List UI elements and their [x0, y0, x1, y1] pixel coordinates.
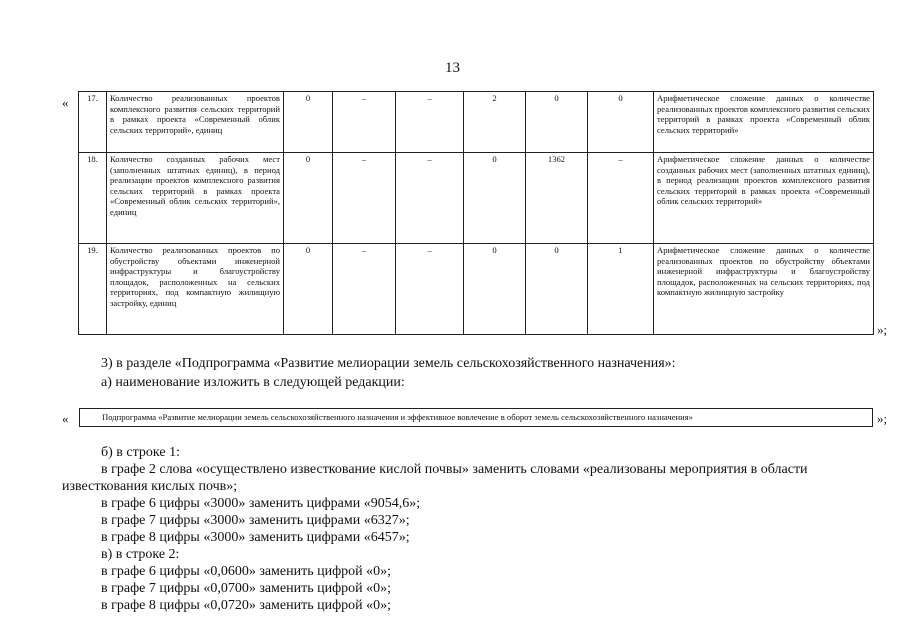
closing-quote: »; [877, 322, 888, 337]
value-cell: 0 [284, 153, 333, 244]
opening-quote: « [62, 95, 69, 110]
value-cell: – [396, 153, 464, 244]
value-cell: 0 [284, 244, 333, 335]
row-number: 17. [79, 92, 107, 153]
calculation-method: Арифметическое сложение данных о количестве созданных рабочих мест (заполненных штатных единиц), в период реализации проектов комплексного развития сельских территорий в рамках проекта «Современный облик сельских территорий» [654, 153, 874, 244]
item-b-line: в графе 7 цифры «3000» заменить цифрами «6327»; [101, 513, 410, 528]
item-b-line: в графе 2 слова «осуществлено известкование кислой почвы» заменить словами «реализованы мероприятия в области [101, 462, 808, 477]
value-cell: 0 [464, 244, 526, 335]
value-cell: 0 [284, 92, 333, 153]
calculation-method: Арифметическое сложение данных о количестве реализованных проектов комплексного развития сельских территорий в рамках проекта «Современный облик сельских территорий» [654, 92, 874, 153]
value-cell: – [333, 244, 396, 335]
item-b-line: в графе 6 цифры «3000» заменить цифрами «9054,6»; [101, 496, 421, 511]
value-cell: 1362 [526, 153, 588, 244]
value-cell: 0 [526, 244, 588, 335]
value-cell: 0 [588, 92, 654, 153]
row-number: 19. [79, 244, 107, 335]
table-row [79, 244, 874, 335]
table-row [79, 153, 874, 244]
subprogram-title: Подпрограмма «Развитие мелиорации земель сельскохозяйственного назначения и эффективное вовлечение в оборот земель сельскохозяйственного назначения» [102, 412, 693, 422]
value-cell: – [588, 153, 654, 244]
value-cell: – [396, 92, 464, 153]
page-number: 13 [445, 60, 460, 76]
value-cell: 0 [526, 92, 588, 153]
indicators-table [78, 91, 874, 335]
value-cell: – [396, 244, 464, 335]
item-c-line: в графе 7 цифры «0,0700» заменить цифрой «0»; [101, 581, 392, 596]
item-a-text: а) наименование изложить в следующей редакции: [101, 375, 405, 390]
value-cell: – [333, 153, 396, 244]
value-cell: 2 [464, 92, 526, 153]
indicator-name: Количество реализованных проектов комплексного развития сельских территорий в рамках проекта «Современный облик сельских территорий», единиц [107, 92, 284, 153]
section-3-heading: 3) в разделе «Подпрограмма «Развитие мелиорации земель сельскохозяйственного назначения»: [101, 356, 676, 371]
row-number: 18. [79, 153, 107, 244]
item-b-line: известкования кислых почв»; [62, 479, 238, 494]
value-cell: 0 [464, 153, 526, 244]
subprogram-closing-quote: »; [877, 411, 888, 426]
value-cell: 1 [588, 244, 654, 335]
item-c-line: в графе 6 цифры «0,0600» заменить цифрой «0»; [101, 564, 392, 579]
subprogram-title-box [79, 408, 873, 427]
item-b-line: в графе 8 цифры «3000» заменить цифрами «6457»; [101, 530, 410, 545]
table-row [79, 92, 874, 153]
indicator-name: Количество созданных рабочих мест (заполненных штатных единиц), в период реализации проектов комплексного развития сельских территорий в рамках проекта «Современный облик сельских территорий», единиц [107, 153, 284, 244]
item-c-line: в графе 8 цифры «0,0720» заменить цифрой «0»; [101, 598, 392, 613]
item-b-heading: б) в строке 1: [101, 445, 180, 460]
value-cell: – [333, 92, 396, 153]
subprogram-opening-quote: « [62, 411, 69, 426]
item-c-heading: в) в строке 2: [101, 547, 180, 562]
indicator-name: Количество реализованных проектов по обустройству объектами инженерной инфраструктуры и благоустройству площадок, расположенных на сельских территориях, под компактную жилищную застройку, единиц [107, 244, 284, 335]
calculation-method: Арифметическое сложение данных о количестве реализованных проектов по обустройству объектами инженерной инфраструктуры и благоустройству площадок, расположенных на сельских территориях, под компактную жилищную застройку [654, 244, 874, 335]
